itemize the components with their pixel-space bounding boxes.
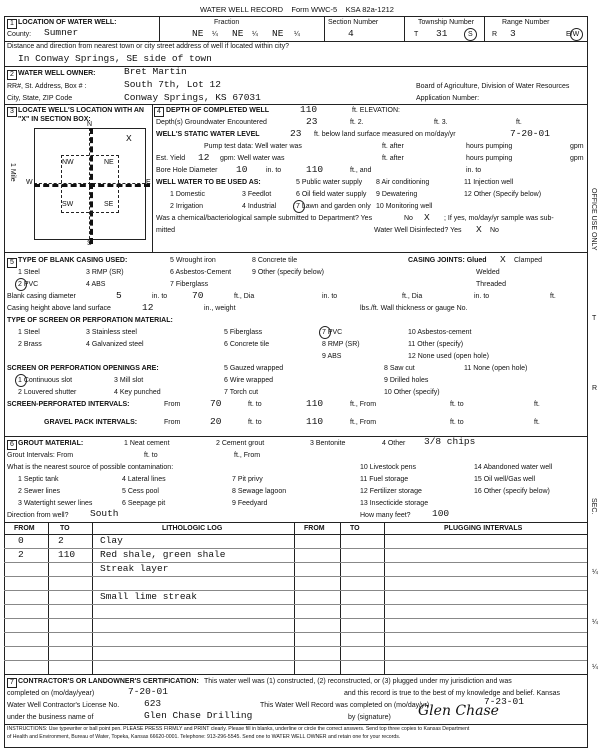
bore-diameter: 10 <box>236 164 248 175</box>
bore-depth: 110 <box>306 164 324 175</box>
casing-height: 12 <box>142 302 154 313</box>
spi-from: 70 <box>210 398 222 409</box>
section-number-label: Section Number <box>328 19 379 26</box>
range-number: 3 <box>510 28 516 39</box>
log-cell: 2 <box>58 535 64 546</box>
log-cell: Clay <box>100 535 123 546</box>
license-number: 623 <box>144 698 162 709</box>
distance-value: In Conway Springs, SE side of town <box>18 53 212 64</box>
completion-date: 7-20-01 <box>128 686 168 697</box>
fraction-3: NE <box>272 28 284 39</box>
township-number: 31 <box>436 28 448 39</box>
distance-feet: 100 <box>432 508 450 519</box>
township-label: Township Number <box>418 19 475 26</box>
log-cell: 110 <box>58 549 76 560</box>
location-x-mark: X <box>126 133 132 144</box>
static-level: 23 <box>290 128 302 139</box>
screen-pvc-circle <box>319 326 331 339</box>
blank-to: 70 <box>192 290 204 301</box>
depth-value: 110 <box>300 104 318 115</box>
depth-label: DEPTH OF COMPLETED WELL <box>166 107 270 114</box>
continuous-slot-circle <box>15 374 27 387</box>
form-title: WATER WELL RECORD Form WWC-5 KSA 82a-1212 <box>200 5 394 14</box>
range-ew: E/W <box>566 31 580 38</box>
log-cell: 2 <box>18 549 24 560</box>
location-label: LOCATION OF WATER WELL: <box>18 19 117 26</box>
office-use-only: OFFICE USE ONLY <box>590 188 597 251</box>
range-label: Range Number <box>502 19 550 26</box>
instructions-2: of Health and Environment, Bureau of Water, Topeka, Kansas 66620-0001. Telephone: 913-296-5545. Send one to WATER WELL OWNER and retain one for your records. <box>7 734 401 740</box>
groundwater-1: 23 <box>306 116 318 127</box>
section-1-number: 1 <box>7 19 17 29</box>
direction-value: South <box>90 508 119 519</box>
log-cell: Red shale, green shale <box>100 549 226 560</box>
grout-other: 3/8 chips <box>424 436 476 447</box>
distance-label: Distance and direction from nearest town or city street address of well if located within city? <box>7 43 290 50</box>
log-cell: Streak layer <box>100 563 169 574</box>
application-number-label: Application Number: <box>416 95 480 102</box>
signature: Glen Chase <box>418 703 499 719</box>
section-number: 4 <box>348 28 354 39</box>
business-name: Glen Chase Drilling <box>144 710 253 721</box>
use-7-circle <box>293 200 305 213</box>
gpi-from: 20 <box>210 416 222 427</box>
owner-value: Bret Martin <box>124 66 187 77</box>
owner-label: WATER WELL OWNER: <box>18 70 96 77</box>
fraction-2: NE <box>232 28 244 39</box>
blank-diameter: 5 <box>116 290 122 301</box>
board-text: Board of Agriculture, Division of Water Resources <box>416 83 570 90</box>
mile-label: 1 Mile <box>9 163 16 182</box>
static-date: 7-20-01 <box>510 128 550 139</box>
county-value: Sumner <box>44 27 79 38</box>
instructions-1: INSTRUCTIONS: Use typewriter or ball point pen. PLEASE PRESS FIRMLY and PRINT clearly. Please fill in blanks, underline or circle the correct answers. Send top three copies to Kansas Department <box>7 726 470 732</box>
circle-s <box>464 28 477 41</box>
township-s: S <box>468 31 473 38</box>
address-value: South 7th, Lot 12 <box>124 79 221 90</box>
fraction-label: Fraction <box>214 19 240 26</box>
log-cell: 0 <box>18 535 24 546</box>
log-cell: Small lime streak <box>100 591 197 602</box>
city-value: Conway Springs, KS 67031 <box>124 92 261 103</box>
spi-to: 110 <box>306 398 324 409</box>
water-well-record-form: WATER WELL RECORD Form WWC-5 KSA 82a-1212 1 LOCATION OF WATER WELL: County: Sumner Fraction NE ¼ NE ¼ NE ¼ Section Number 4 Township Number T 31 S Range Number R 3 E/W Distance and direction from nearest town or city street address of well if located within city? In Conway Springs, SE side of town 2 WATER WELL OWNER: Bret Martin RR#, St. Address, Box # : South 7th, Lot 12 City, State, ZIP Code Conway Springs, KS 67031 Board of Agriculture, Division of Water Resources Application Number: 3 LOCATE WELL'S LOCATION WITH AN "X" IN SECTION BOX: N S W E NW NE SW SE X 1 Mile 4 DEPTH OF COMPLETED WELL 110 ft. ELEVATION: Depth(s) Groundwater Encountered 23 ft. 2. ft. 3. ft. WELL'S STATIC WATER LEVEL 23 ft. below land surface measured on mo/day/yr 7-20-01 Pump test data: Well water was ft. after hours pumping gpm Est. Yield 12 gpm: Well water was ft. after hours pumping gpm Bore Hole Diameter 10 in. to 110 ft., and in. to WELL WATER TO BE USED AS: 1 Domestic 3 Feedlot 5 Public water supply 8 Air conditioning 11 Injection well 2 Irrigation 4 Industrial 7 Lawn and garden only 6 Oil field water supply 9 Dewatering 12 Other (Specify below) 10 Monitoring well Was a chemical/bacteriological sample submitted to Department? Yes No X ; If yes, mo/day/yr sample was sub- mitted Water Well Disinfected? Yes X No 5 TYPE OF BLANK CASING USED: 1 Steel 3 RMP (SR) 5 Wrought iron 6 Asbestos-Cement 8 Concrete tile 9 Other (specify below) 2 PVC 4 ABS 7 Fiberglass CASING JOINTS: Glued X Clamped Welded Threaded Blank casing diameter 5 in. to 70 ft., Dia in. to ft., Dia in. to ft. Casing height above land surface 12 in., weight lbs./ft. Wall thickness or gauge No. TYPE OF SCREEN OR PERFORATION MATERIAL: 1 Steel 3 Stainless steel 5 Fiberglass 7 PVC 10 Asbestos-cement 2 Brass 4 Galvanized steel 6 Concrete tile 8 RMP (SR) 11 Other (specify) 9 ABS 12 None used (open hole) SCREEN OR PERFORATION OPENINGS ARE: 5 Gauzed wrapped 8 Saw cut 11 None (open hole) 1 Continuous slot 3 Mill slot 6 Wire wrapped 9 Drilled holes 2 Louvered shutter 4 Key punched 7 Torch cut 10 Other (specify) SCREEN-PERFORATED INTERVALS: From 70 ft. to 110 ft., From ft. to ft. GRAVEL PACK INTERVALS: From 20 ft. to 110 ft., From ft. to ft. 6 GROUT MATERIAL: 1 Neat cement 2 Cement grout 3 Bentonite 4 Other 3/8 chips Grout Intervals: From ft. to ft., From What is the nearest source of possible contamination: 1 Septic tank 4 Lateral lines 7 Pit privy 10 Livestock pens 14 Abandoned water well 2 Sewer lines 5 Cess pool 8 Sewage lagoon 11 Fuel storage 15 Oil well/Gas well 3 Watertight sewer lines 6 Seepage pit 9 Feedyard 12 Fertilizer storage 16 Other (specify below) 13 Insecticide storage Direction from well? South How many feet? 100 FROM TO LITHOLOGIC LOG FROM TO PLUGGING INTERVALS 0 2 Clay 2 110 Red shale, green shale Streak layer Small lime streak 7 CONTRACTOR'S OR LANDOWNER'S CERTIFICATION: This water well was (1) constructed, (2) reconstructed, or (3) plugged under my jurisdiction and was completed on (mo/day/year) 7-20-01 and this record is true to the best of my knowledge and belief. Kansas Water Well Contractor's License No. 623 This Water Well Record was completed on (mo/day/yr) 7-23-01 under the business name of Glen Chase Drilling by (signature) Glen Chase INSTRUCTIONS: Use typewriter or ball point pen. PLEASE PRESS FIRMLY and PRINT clearly. Please fill in blanks, underline or circle the correct answers. Send top three copies to Kansas Department of Health and Environment, Bureau of Water, Topeka, Kansas 66620-0001. Telephone: 913-296-5545. Send one to WATER WELL OWNER and retain one for your records. OFFICE USE ONLY T R SEC. ¼ ¼ ¼ <box>4 8 587 746</box>
fraction-1: NE <box>192 28 204 39</box>
address-label: RR#, St. Address, Box # : <box>7 83 87 90</box>
county-label: County: <box>7 31 32 38</box>
locate-label: LOCATE WELL'S LOCATION WITH AN "X" IN SECTION BOX: <box>18 107 144 123</box>
pvc-circle <box>15 278 27 291</box>
yield-value: 12 <box>198 152 210 163</box>
gpi-to: 110 <box>306 416 324 427</box>
record-date: 7-23-01 <box>484 696 524 707</box>
city-label: City, State, ZIP Code <box>7 95 73 102</box>
